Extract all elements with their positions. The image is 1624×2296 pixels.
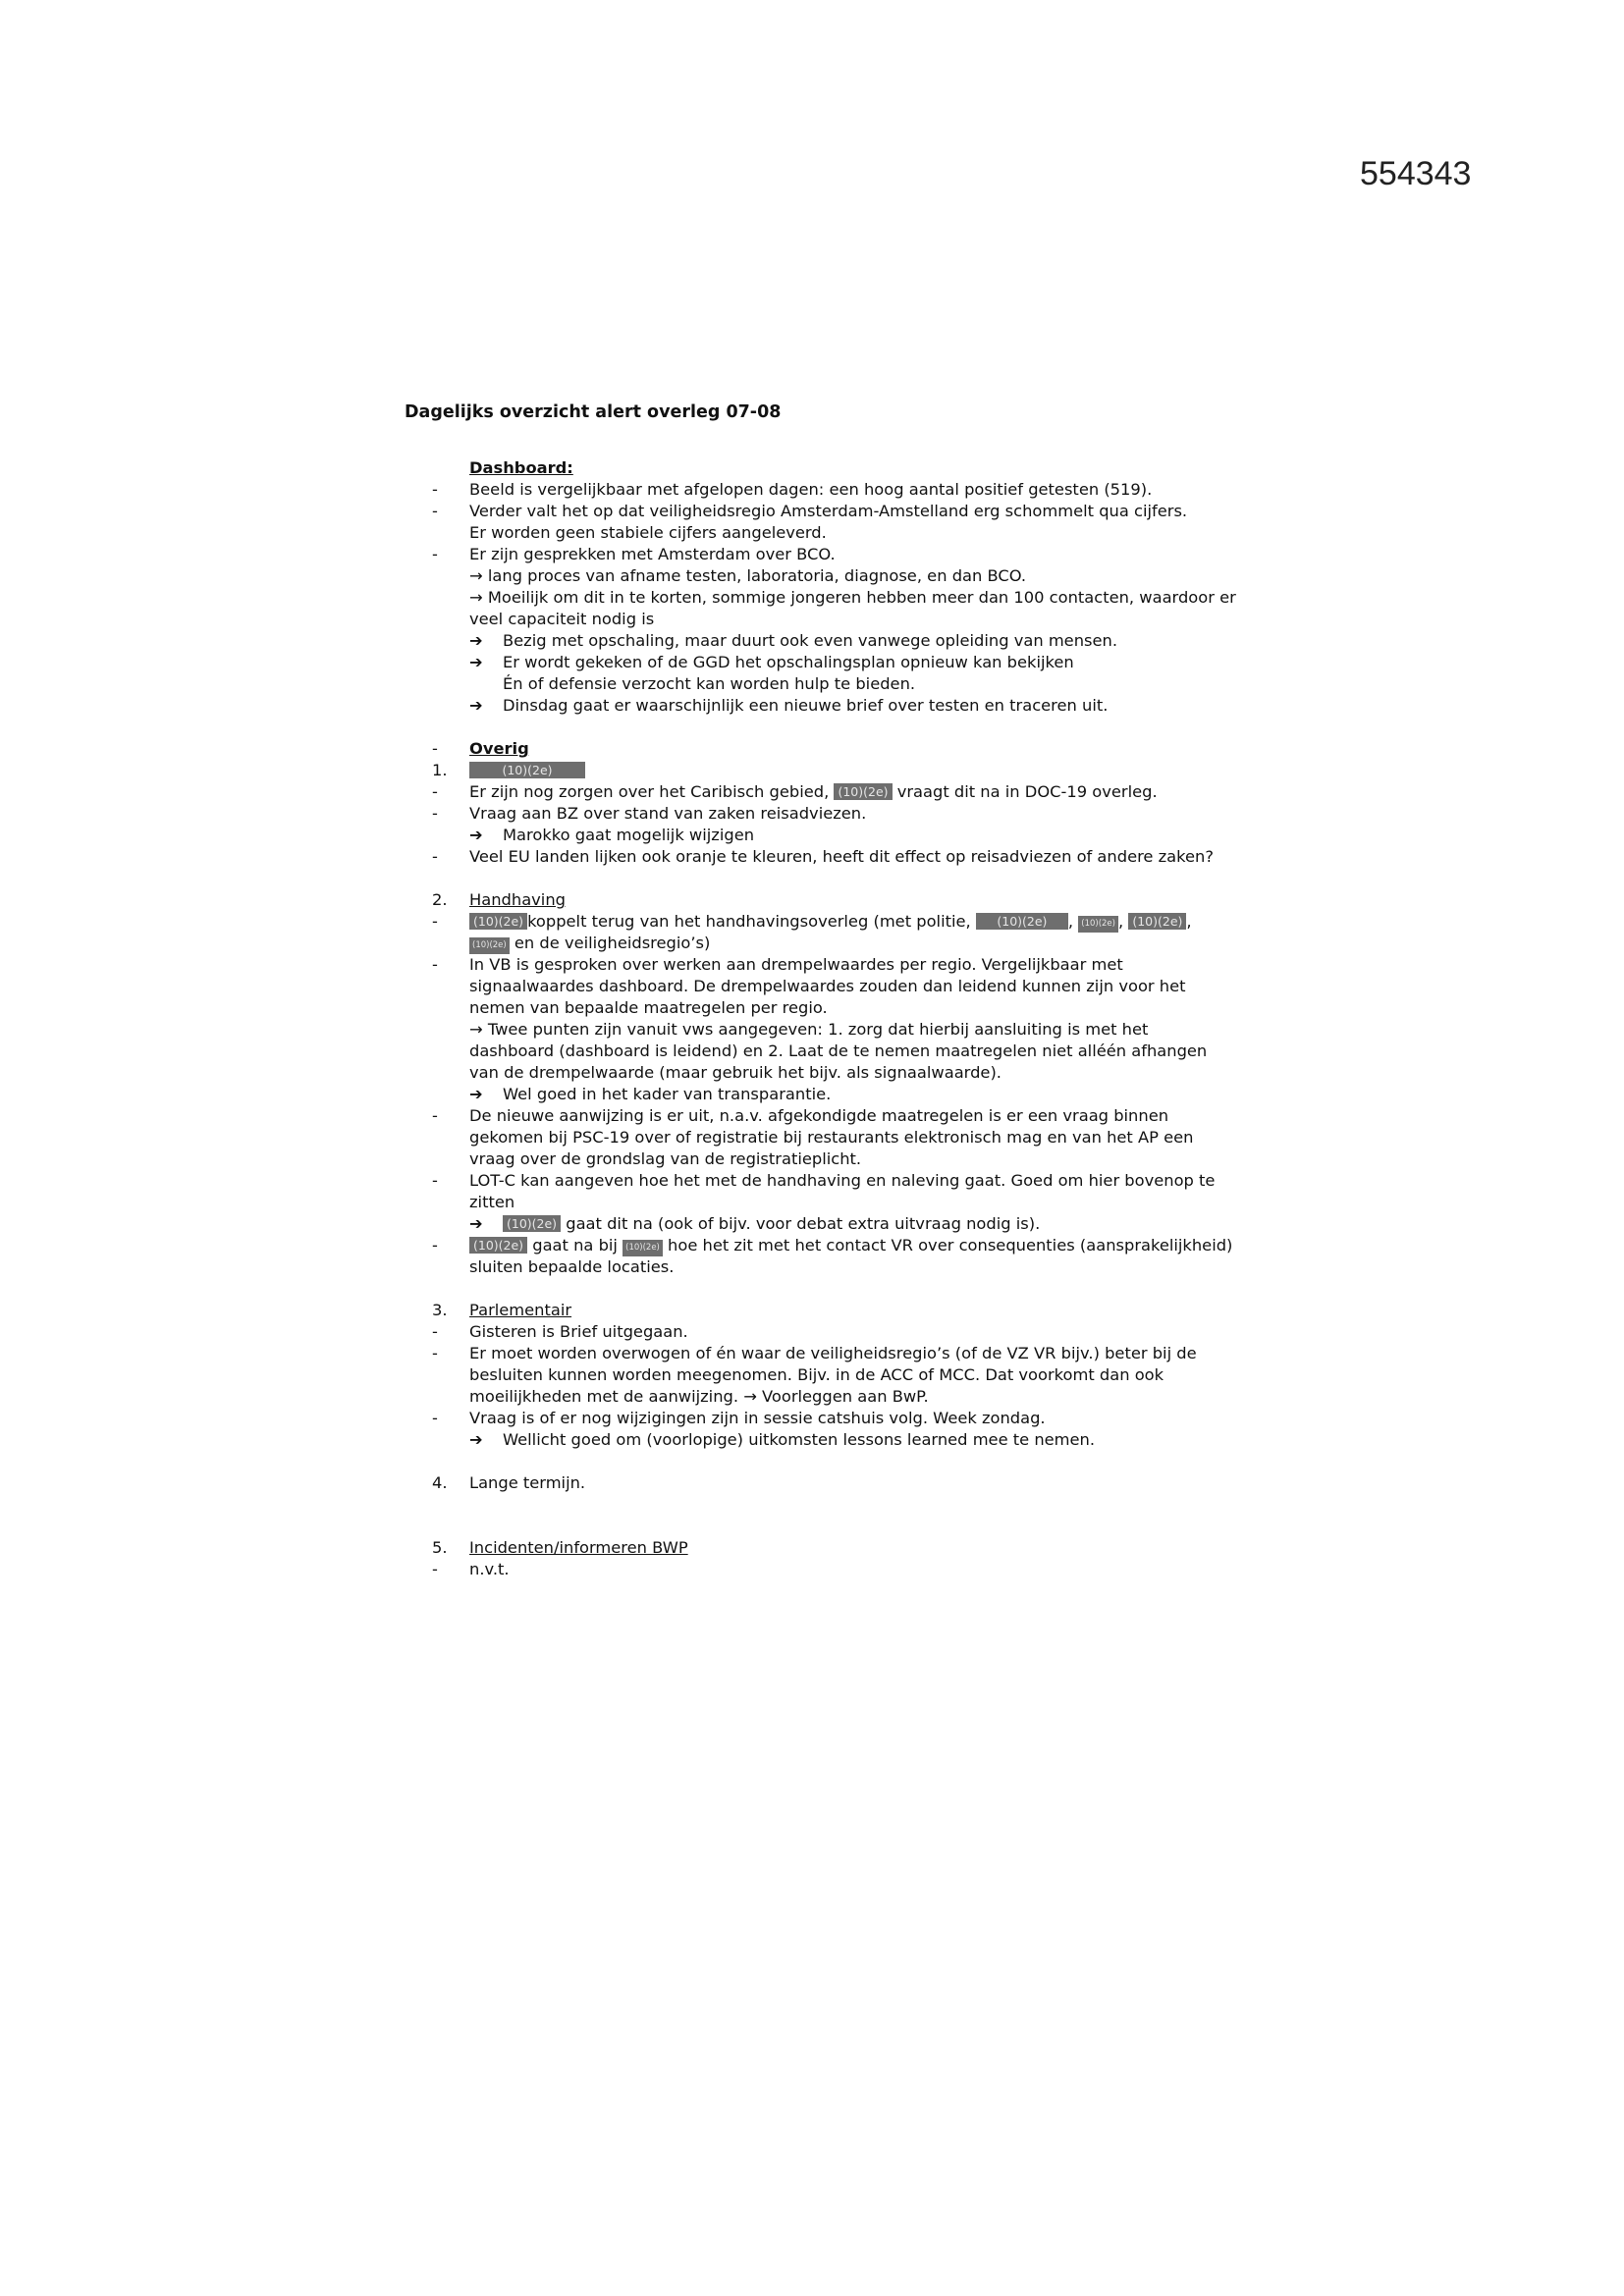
arrow-icon: ➔: [469, 696, 483, 715]
list-subitem: → lang proces van afname testen, laboratoria, diagnose, en dan BCO.: [469, 566, 1027, 585]
arrow-icon: ➔: [469, 653, 483, 671]
section-heading-parlementair: Parlementair: [469, 1301, 572, 1319]
arrow-icon: ➔: [469, 1214, 483, 1233]
list-item: - Vraag is of er nog wijzigingen zijn in sessie catshuis volg. Week zondag.: [432, 1409, 1046, 1427]
redaction-block: (10)(2e): [469, 1237, 527, 1254]
document-body: Dashboard: - Beeld is vergelijkbaar met afgelopen dagen: een hoog aantal positief getesten (519). - Verder valt het op dat veiligheidsregio Amsterdam-Amstelland erg schommelt qua cijfers. Er worden geen stabiele cijfers aangeleverd. - Er zijn gesprekken met Amsterdam over BCO. → lang proces van afname testen, laboratoria, diagnose, en dan BCO. → Moeilijk om dit in te korten, sommige jongeren hebben meer dan 100 contacten, waardoor er veel capaciteit nodig is ➔ Bezig met opschaling, maar duurt ook even vanwege opleiding van mensen. ➔ Er wordt gekeken of de GGD het opschalingsplan opnieuw kan bekijken Én of defensie verzocht kan worden hulp te bieden. ➔ Dinsdag gaat er waarschijnlijk een nieuwe brief over testen en traceren uit. - Overig 1. (10)(2e) - Er zijn nog zorgen over het Caribisch gebied, (10)(2e) vraagt dit na in DOC-19 overleg. - Vraag aan BZ over stand van zaken reisadviezen. ➔ Marokko gaat mogelijk wijzigen - Veel EU landen lijken ook oranje te kleuren, heeft dit effect op reisadviezen of andere zaken? 2. Handhaving - (10)(2e) koppelt terug van het handhavingsoverleg (met politie, (10)(2e) , (10)(2e) , (10)(2e) , (10)(2e) en de veiligheidsregio’s) - In VB is gesproken over werken aan drempelwaardes per regio. Vergelijkbaar met signaalwaardes dashboard. De drempelwaardes zouden dan leidend kunnen zijn voor het nemen van bepaalde maatregelen per regio. → Twee punten zijn vanuit vws aangegeven: 1. zorg dat hierbij aansluiting is met het dashboard (dashboard is leidend) en 2. Laat de te nemen maatregelen niet alléén afhangen van de drempelwaarde (maar gebruik het bijv. als signaalwaarde). ➔ Wel goed in het kader van transparantie. - De nieuwe aanwijzing is er uit, n.a.v. afgekondigde maatregelen is er een vraag binnen gekomen bij PSC-19 over of registratie bij restaurants elektronisch mag en van het AP een vraag over de grondslag van de registratieplicht. - LOT-C kan aangeven hoe het met de handhaving en naleving gaat. Goed om hier bovenop te zitten ➔ (10)(2e) gaat dit na (ook of bijv. voor debat extra uitvraag nodig is). - (10)(2e) gaat na bij (10)(2e) hoe het zit met het contact VR over consequenties (aansprakelijkheid) sluiten bepaalde locaties. 3. Parlementair - Gisteren is Brief uitgegaan. - Er moet worden overwogen of én waar de veiligheidsregio’s (of de VZ VR bijv.) beter bij de besluiten kunnen worden meegenomen. Bijv. in de ACC of MCC. Dat voorkomt dan ook moeilijkheden met de aanwijzing. → Voorleggen aan BwP. - Vraag is of er nog wijzigingen zijn in sessie catshuis volg. Week zondag. ➔ Wellicht goed om (voorlopige) uitkomsten lessons learned mee te nemen. 4. Lange termijn. 5. Incidenten/informeren BWP - n.v.t.: [432, 458, 1236, 1578]
redaction-block: (10)(2e): [1078, 916, 1118, 933]
list-subitem: ➔ Dinsdag gaat er waarschijnlijk een nieuwe brief over testen en traceren uit.: [469, 696, 1109, 715]
list-subitem: ➔ Marokko gaat mogelijk wijzigen: [469, 826, 755, 844]
arrow-icon: ➔: [469, 826, 483, 844]
list-item: - Er zijn gesprekken met Amsterdam over BCO.: [432, 545, 836, 563]
redaction-block: (10)(2e): [503, 1215, 561, 1232]
redaction-block: (10)(2e): [1128, 913, 1186, 930]
list-subitem: → Moeilijk om dit in te korten, sommige jongeren hebben meer dan 100 contacten, waardoor er veel capaciteit nodig is: [469, 588, 1236, 628]
section-heading-incidenten: Incidenten/informeren BWP: [469, 1538, 688, 1557]
list-item: - n.v.t.: [432, 1560, 510, 1578]
list-item: - Er moet worden overwogen of én waar de veiligheidsregio’s (of de VZ VR bijv.) beter bij de besluiten kunnen worden meegenomen. Bijv. in de ACC of MCC. Dat voorkomt dan ook moeilijkheden met de aanwijzing. → Voorleggen aan BwP.: [432, 1344, 1197, 1406]
arrow-icon: ➔: [469, 631, 483, 650]
list-item: - In VB is gesproken over werken aan drempelwaardes per regio. Vergelijkbaar met signaalwaardes dashboard. De drempelwaardes zouden dan leidend kunnen zijn voor het nemen van bepaalde maatregelen per regio. → Twee punten zijn vanuit vws aangegeven: 1. zorg dat hierbij aansluiting is met het dashboard (dashboard is leidend) en 2. Laat de te nemen maatregelen niet alléén afhangen van de drempelwaarde (maar gebruik het bijv. als signaalwaarde).: [432, 955, 1208, 1082]
section-heading-overig: Overig: [469, 739, 529, 758]
list-subitem: ➔ Bezig met opschaling, maar duurt ook even vanwege opleiding van mensen.: [469, 631, 1118, 650]
section-heading-dashboard: Dashboard:: [469, 458, 573, 477]
redaction-block: (10)(2e): [976, 913, 1068, 930]
list-item: - Veel EU landen lijken ook oranje te kleuren, heeft dit effect op reisadviezen of andere zaken?: [432, 847, 1214, 866]
list-subitem: ➔ Wellicht goed om (voorlopige) uitkomsten lessons learned mee te nemen.: [469, 1430, 1096, 1449]
list-subitem: ➔ (10)(2e) gaat dit na (ook of bijv. voor debat extra uitvraag nodig is).: [469, 1214, 1041, 1233]
list-item: - (10)(2e) gaat na bij (10)(2e) hoe het zit met het contact VR over consequenties (aansprakelijkheid) sluiten bepaalde locaties.: [432, 1236, 1233, 1276]
list-item: - Er zijn nog zorgen over het Caribisch gebied, (10)(2e) vraagt dit na in DOC-19 overleg.: [432, 782, 1158, 801]
list-item: - (10)(2e) koppelt terug van het handhavingsoverleg (met politie, (10)(2e) , (10)(2e) , (10)(2e) , (10)(2e) en de veiligheidsregio’s): [432, 912, 1192, 952]
list-subitem: ➔ Wel goed in het kader van transparantie.: [469, 1085, 832, 1103]
list-item: - Verder valt het op dat veiligheidsregio Amsterdam-Amstelland erg schommelt qua cijfers. Er worden geen stabiele cijfers aangeleverd.: [432, 502, 1188, 542]
list-item: - Beeld is vergelijkbaar met afgelopen dagen: een hoog aantal positief getesten (519).: [432, 480, 1153, 499]
section-heading-handhaving: Handhaving: [469, 890, 566, 909]
document-number: 554343: [1360, 155, 1472, 192]
redaction-block: (10)(2e): [469, 762, 585, 778]
list-item: - De nieuwe aanwijzing is er uit, n.a.v. afgekondigde maatregelen is er een vraag binnen gekomen bij PSC-19 over of registratie bij restaurants elektronisch mag en van het AP een vraag over de grondslag van de registratieplicht.: [432, 1106, 1194, 1168]
list-subitem: ➔ Er wordt gekeken of de GGD het opschalingsplan opnieuw kan bekijken Én of defensie verzocht kan worden hulp te bieden.: [469, 653, 1074, 693]
redaction-block: (10)(2e): [469, 937, 510, 954]
section-heading-lange-termijn: Lange termijn.: [469, 1473, 586, 1492]
redaction-block: (10)(2e): [469, 913, 527, 930]
document-title: Dagelijks overzicht alert overleg 07-08: [405, 402, 782, 422]
list-item: - Vraag aan BZ over stand van zaken reisadviezen.: [432, 804, 867, 823]
list-item: - LOT-C kan aangeven hoe het met de handhaving en naleving gaat. Goed om hier bovenop te zitten: [432, 1171, 1216, 1211]
arrow-icon: ➔: [469, 1085, 483, 1103]
redaction-block: (10)(2e): [623, 1240, 663, 1256]
arrow-icon: ➔: [469, 1430, 483, 1449]
list-item: - Gisteren is Brief uitgegaan.: [432, 1322, 688, 1341]
redaction-block: (10)(2e): [834, 783, 892, 800]
